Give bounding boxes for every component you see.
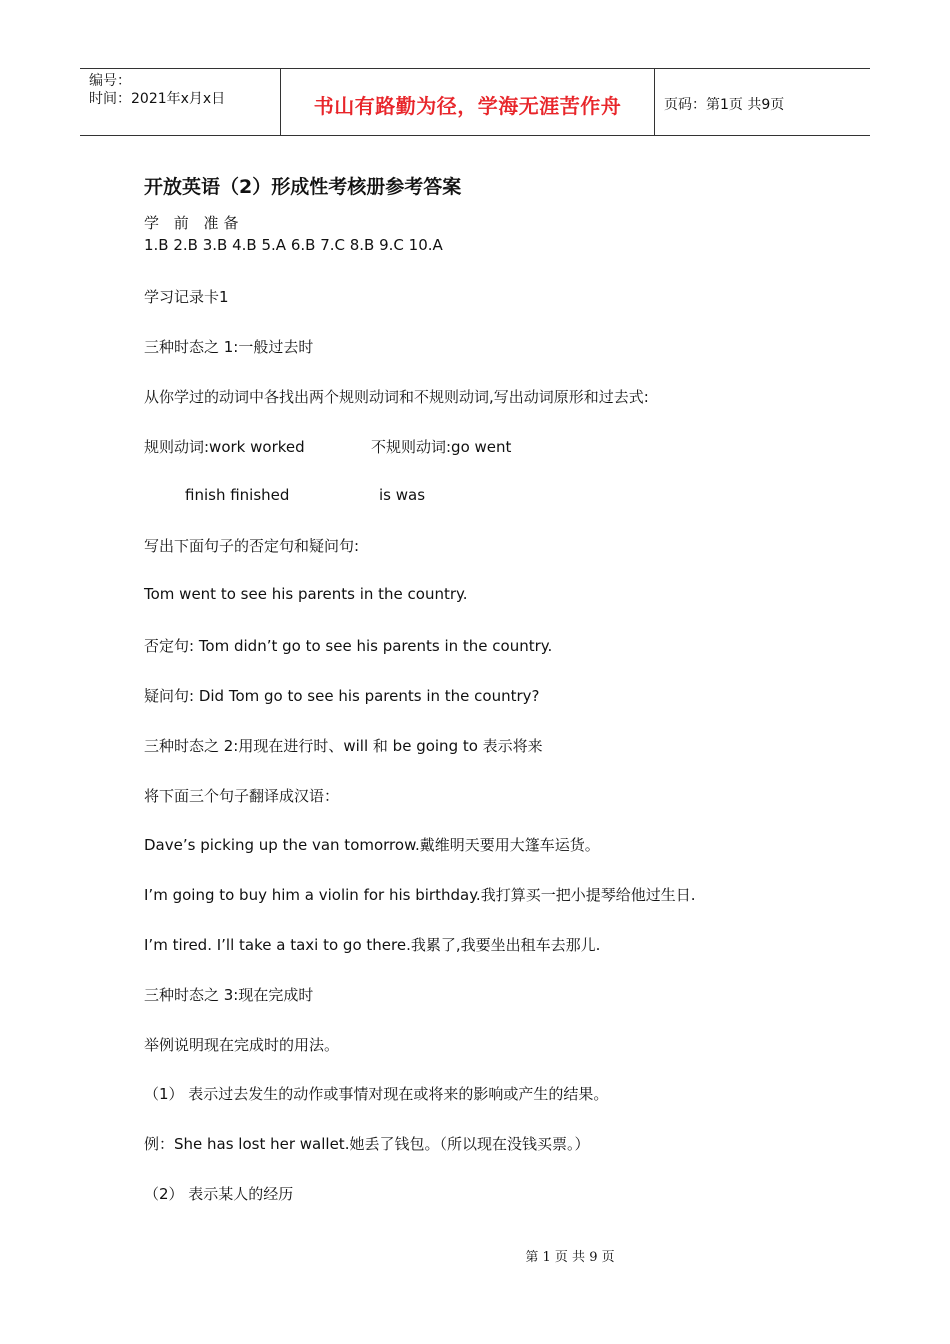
regular-verbs-row2: finish finished: [185, 486, 290, 504]
irregular-verbs-row1: 不规则动词:go went: [371, 438, 512, 456]
prep-answers: 1.B 2.B 3.B 4.B 5.A 6.B 7.C 8.B 9.C 10.A: [144, 236, 443, 254]
usage-task: 举例说明现在完成时的用法。: [144, 1036, 340, 1054]
document-date: 时间：2021年x月x日: [89, 91, 226, 107]
tense1-task: 从你学过的动词中各找出两个规则动词和不规则动词,写出动词原形和过去式:: [144, 388, 649, 406]
page-footer: 第 1 页 共 9 页: [525, 1250, 615, 1265]
translation-2: I’m going to buy him a violin for his birthday.我打算买一把小提琴给他过生日.: [144, 886, 696, 904]
record-card-heading: 学习记录卡1: [144, 288, 229, 306]
page-header: [80, 68, 870, 136]
usage-example-1: 例：She has lost her wallet.她丢了钱包。（所以现在没钱买票。）: [144, 1135, 590, 1153]
motto-text: 书山有路勤为径，学海无涯苦作舟: [313, 93, 622, 118]
regular-verbs-row1: 规则动词:work worked: [144, 438, 305, 456]
translation-1: Dave’s picking up the van tomorrow.戴维明天要用大篷车运货。: [144, 836, 600, 854]
section-prep-heading: 学 前 准备: [144, 214, 244, 232]
page-indicator: 页码：第1页 共9页: [664, 97, 785, 113]
document-number-label: 编号：: [89, 73, 131, 89]
page-title: 开放英语（2）形成性考核册参考答案: [144, 176, 462, 198]
source-sentence: Tom went to see his parents in the country.: [144, 585, 468, 603]
usage-item-2: （2） 表示某人的经历: [144, 1185, 294, 1203]
header-motto-cell: [281, 69, 655, 135]
tense1-title: 三种时态之 1:一般过去时: [144, 338, 314, 356]
tense3-title: 三种时态之 3:现在完成时: [144, 986, 314, 1004]
tense2-title: 三种时态之 2:用现在进行时、will 和 be going to 表示将来: [144, 737, 543, 755]
irregular-verbs-row2: is was: [379, 486, 426, 504]
neg-question-task: 写出下面句子的否定句和疑问句:: [144, 537, 360, 555]
header-info-cell: [80, 69, 281, 135]
usage-item-1: （1） 表示过去发生的动作或事情对现在或将来的影响或产生的结果。: [144, 1085, 609, 1103]
translation-3: I’m tired. I’ll take a taxi to go there.我累了,我要坐出租车去那儿.: [144, 936, 601, 954]
negative-sentence: 否定句: Tom didn’t go to see his parents in the country.: [144, 637, 553, 655]
translate-task: 将下面三个句子翻译成汉语：: [144, 787, 340, 805]
header-page-cell: [655, 69, 870, 135]
question-sentence: 疑问句: Did Tom go to see his parents in the country?: [144, 687, 540, 705]
